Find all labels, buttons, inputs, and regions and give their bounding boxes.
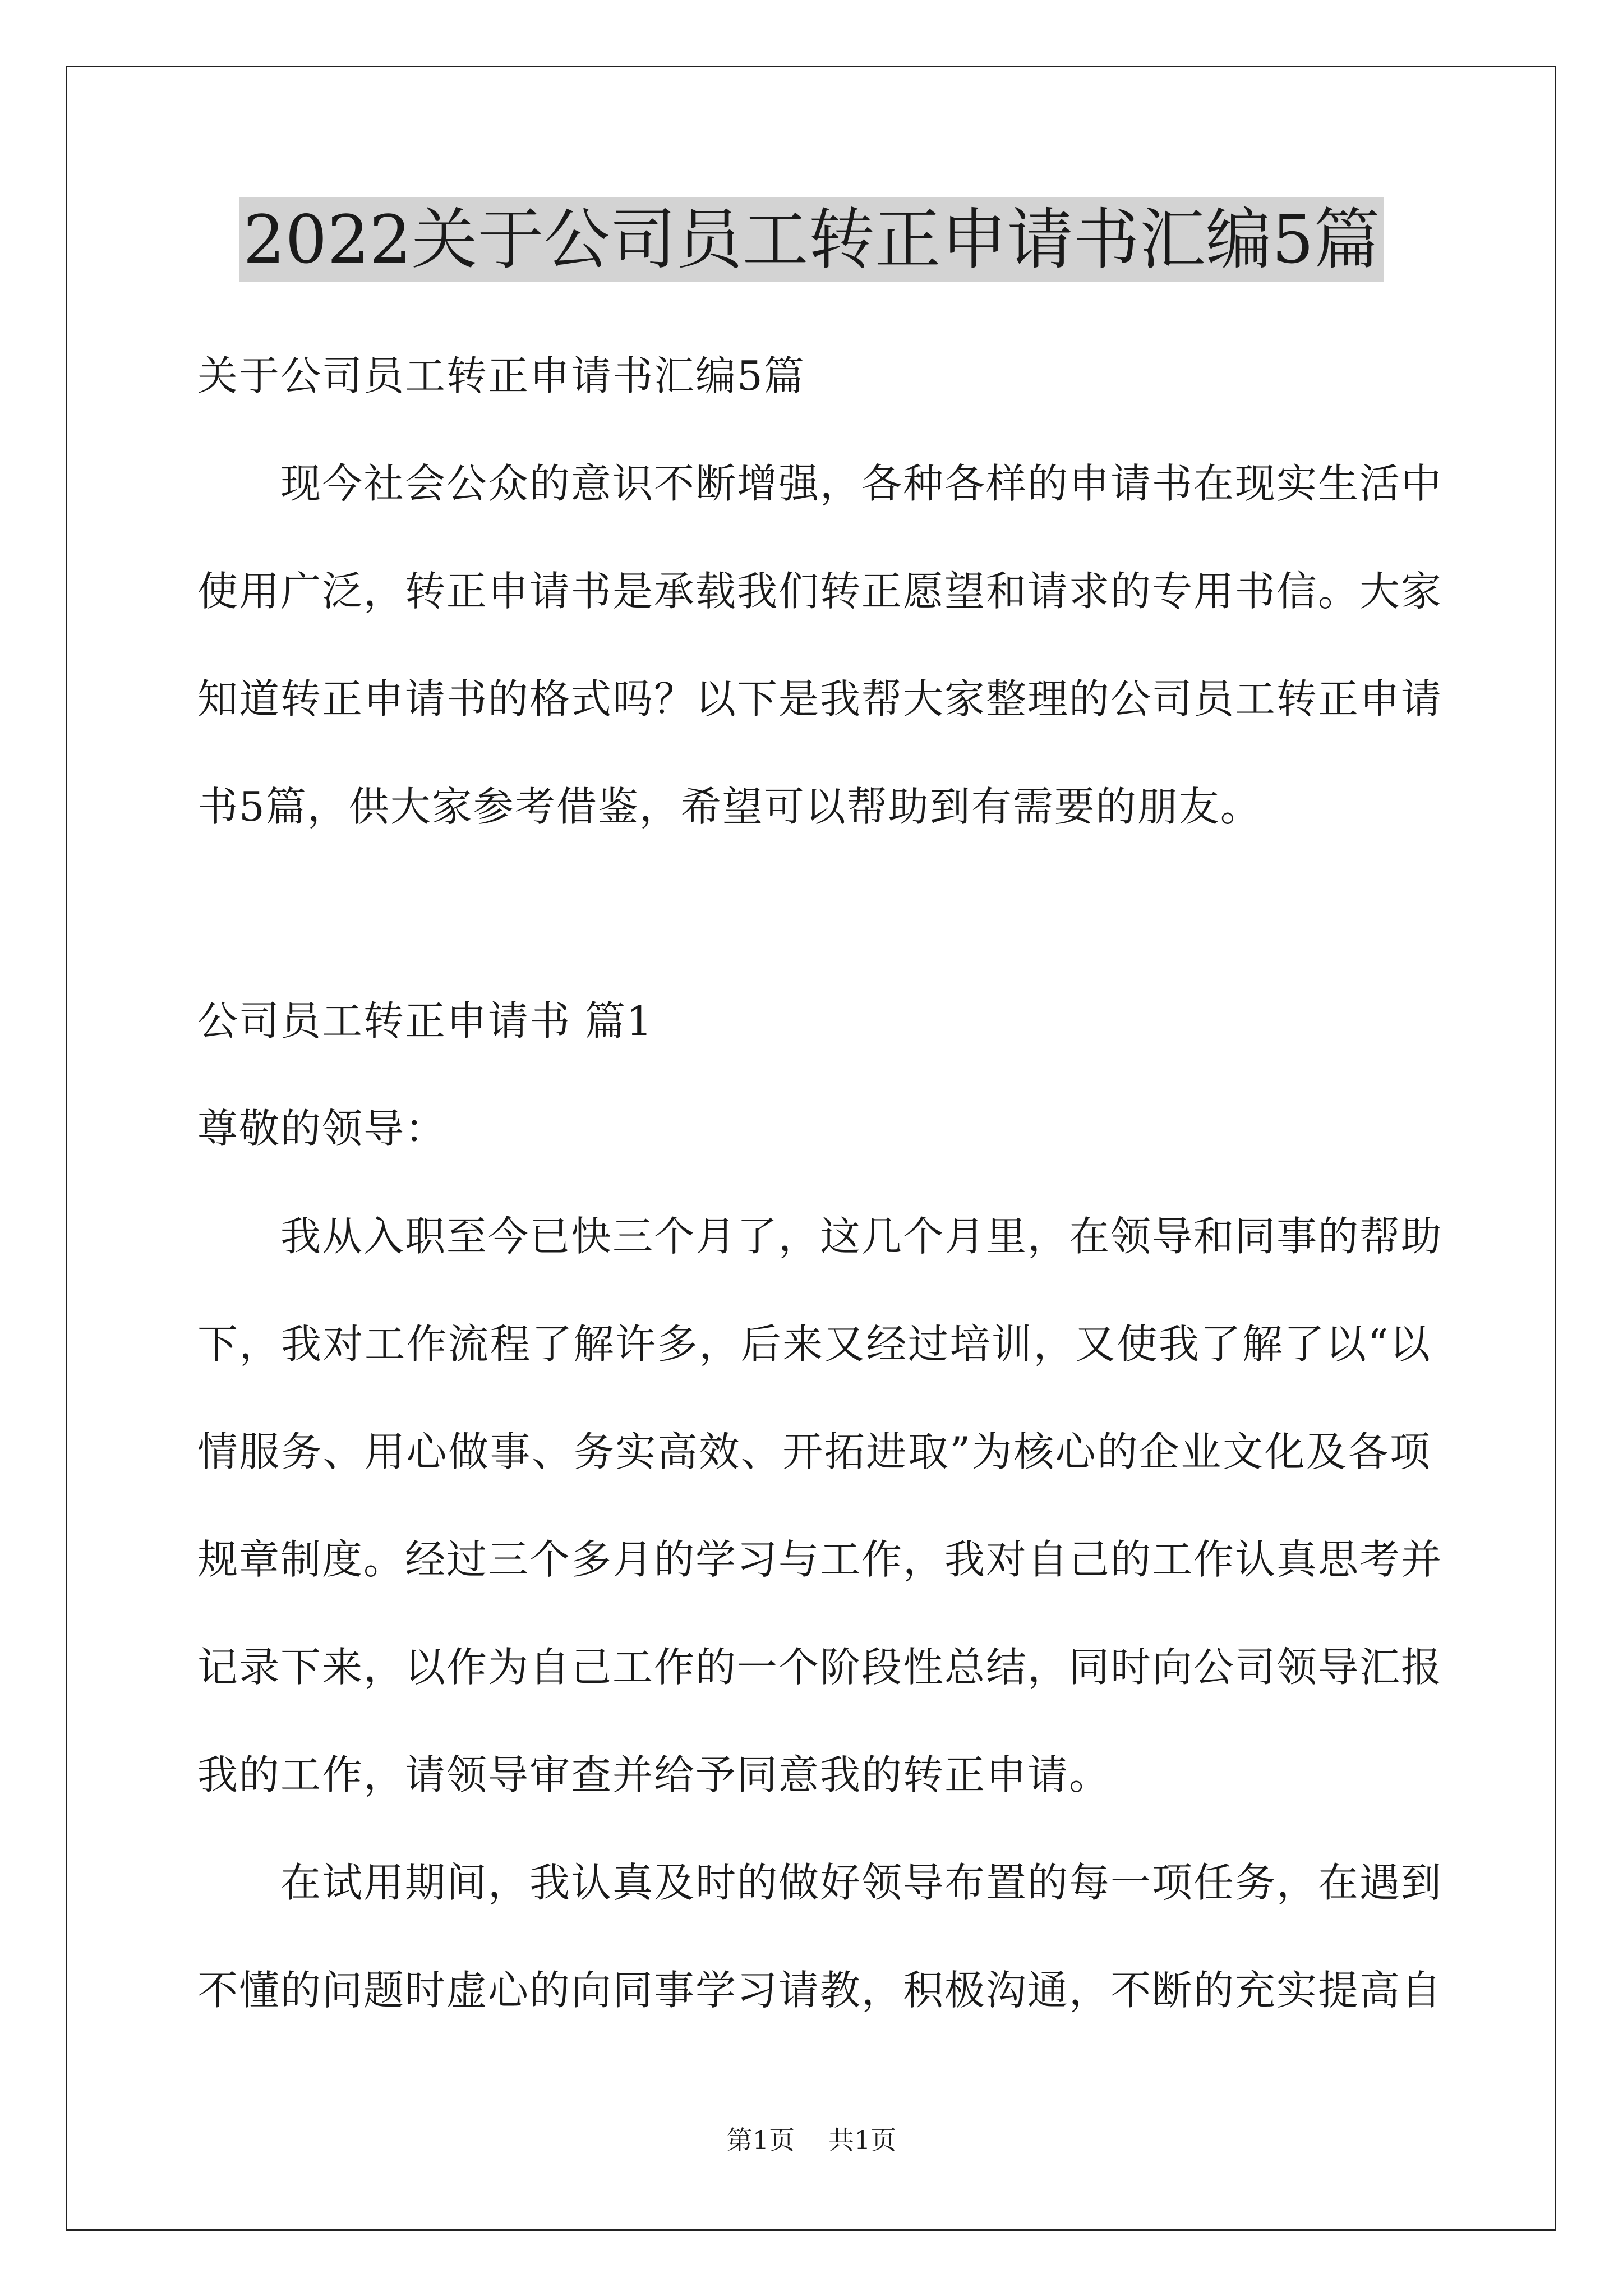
paragraph1-line-2: 下，我对工作流程了解许多，后来又经过培训，又使我了解了以“以 <box>197 1320 1431 1368</box>
page-total: 共1页 <box>828 2125 897 2155</box>
intro-line-3: 知道转正申请书的格式吗？以下是我帮大家整理的公司员工转正申请 <box>197 675 1443 723</box>
intro-line-4: 书5篇，供大家参考借鉴，希望可以帮助到有需要的朋友。 <box>197 783 1262 830</box>
title-container <box>0 197 1623 282</box>
intro-line-1: 现今社会公众的意识不断增强，各种各样的申请书在现实生活中 <box>280 460 1443 507</box>
intro-line-2: 使用广泛，转正申请书是承载我们转正愿望和请求的专用书信。大家 <box>197 568 1443 615</box>
paragraph1-line-5: 记录下来，以作为自己工作的一个阶段性总结，同时向公司领导汇报 <box>197 1644 1443 1691</box>
page-number: 第1页 <box>726 2125 795 2155</box>
paragraph1-line-1: 我从入职至今已快三个月了，这几个月里，在领导和同事的帮助 <box>280 1213 1443 1260</box>
paragraph2-line-2: 不懂的问题时虚心的向同事学习请教，积极沟通，不断的充实提高自 <box>197 1967 1443 2014</box>
salutation: 尊敬的领导： <box>197 1105 447 1152</box>
page-footer <box>0 2123 1623 2157</box>
document-title: 2022关于公司员工转正申请书汇编5篇 <box>239 197 1383 282</box>
paragraph1-line-4: 规章制度。经过三个多月的学习与工作，我对自己的工作认真思考并 <box>197 1536 1443 1583</box>
paragraph2-line-1: 在试用期间，我认真及时的做好领导布置的每一项任务，在遇到 <box>280 1859 1443 1906</box>
paragraph1-line-6: 我的工作，请领导审查并给予同意我的转正申请。 <box>197 1751 1111 1798</box>
document-subtitle: 关于公司员工转正申请书汇编5篇 <box>197 352 805 399</box>
section-heading: 公司员工转正申请书 篇1 <box>197 997 653 1045</box>
paragraph1-line-3: 情服务、用心做事、务实高效、开拓进取”为核心的企业文化及各项 <box>197 1428 1431 1475</box>
